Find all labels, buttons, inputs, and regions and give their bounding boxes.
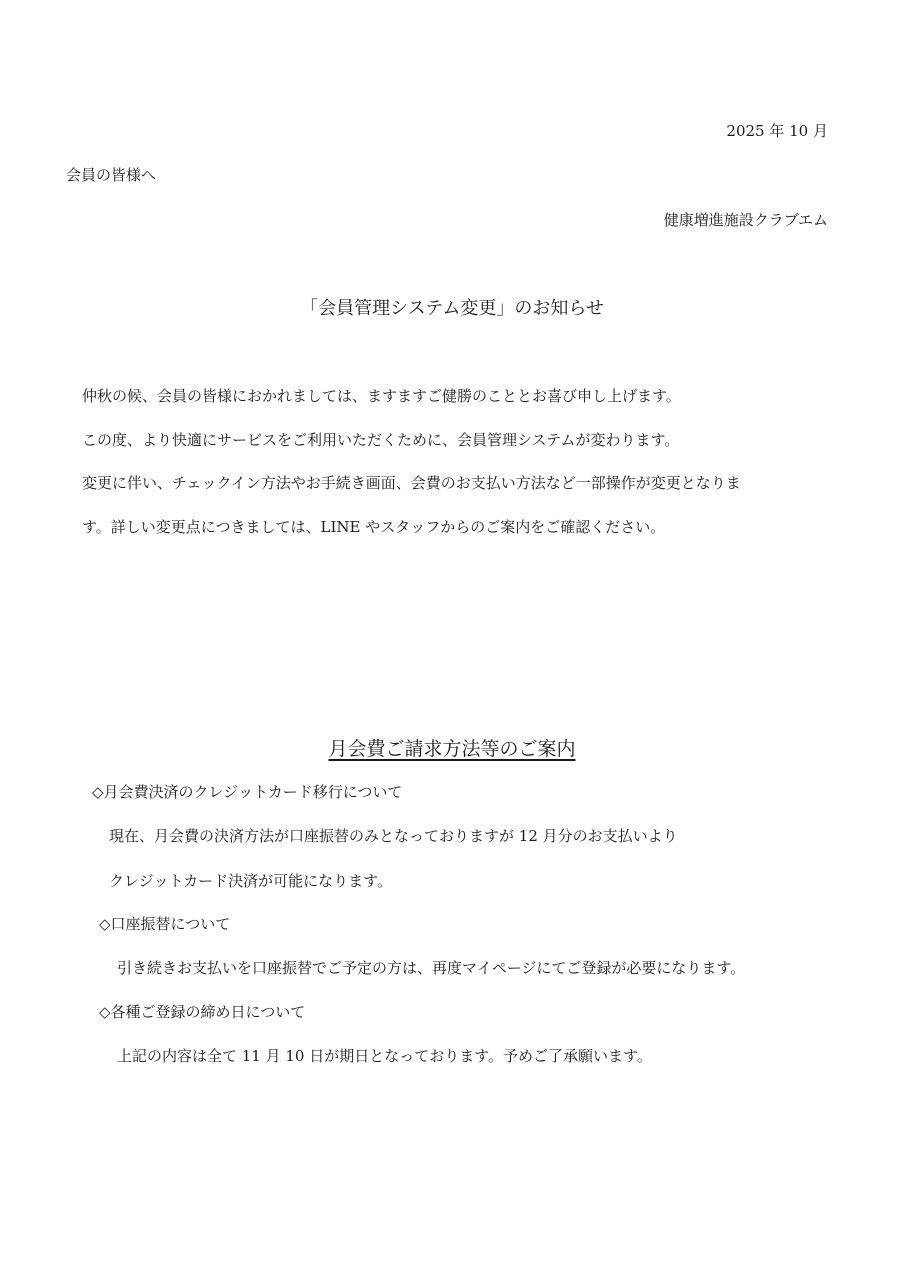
sender-name: 健康増進施設クラブエム [663, 211, 828, 229]
item-text: 現在、月会費の決済方法が口座振替のみとなっておりますが 12 月分のお支払いより [109, 827, 678, 845]
item-heading-bank-transfer: ◇口座振替について [99, 915, 231, 933]
item-text: クレジットカード決済が可能になります。 [109, 872, 392, 890]
body-line: 変更に伴い、チェックイン方法やお手続き画面、会費のお支払い方法など一部操作が変更となりま [82, 474, 741, 492]
addressee: 会員の皆様へ [66, 166, 157, 184]
document-title: 「会員管理システム変更」のお知らせ [300, 298, 604, 319]
body-line: 仲秋の候、会員の皆様におかれましては、ますますご健勝のこととお喜び申し上げます。 [82, 387, 681, 405]
item-text: 上記の内容は全て 11 月 10 日が期日となっております。予めご了承願います。 [117, 1047, 652, 1065]
body-line: す。詳しい変更点につきましては、LINE やスタッフからのご案内をご確認ください。 [82, 518, 666, 536]
item-heading-deadline: ◇各種ご登録の締め日について [99, 1003, 306, 1021]
item-text: 引き続きお支払いを口座振替でご予定の方は、再度マイページにてご登録が必要になります。 [117, 959, 746, 977]
body-line: この度、より快適にサービスをご利用いただくために、会員管理システムが変わります。 [82, 431, 680, 449]
item-heading-credit-card: ◇月会費決済のクレジットカード移行について [92, 783, 403, 801]
section-title [0, 736, 904, 762]
issue-date: 2025 年 10 月 [726, 122, 828, 140]
section-title-text: 月会費ご請求方法等のご案内 [328, 738, 576, 760]
